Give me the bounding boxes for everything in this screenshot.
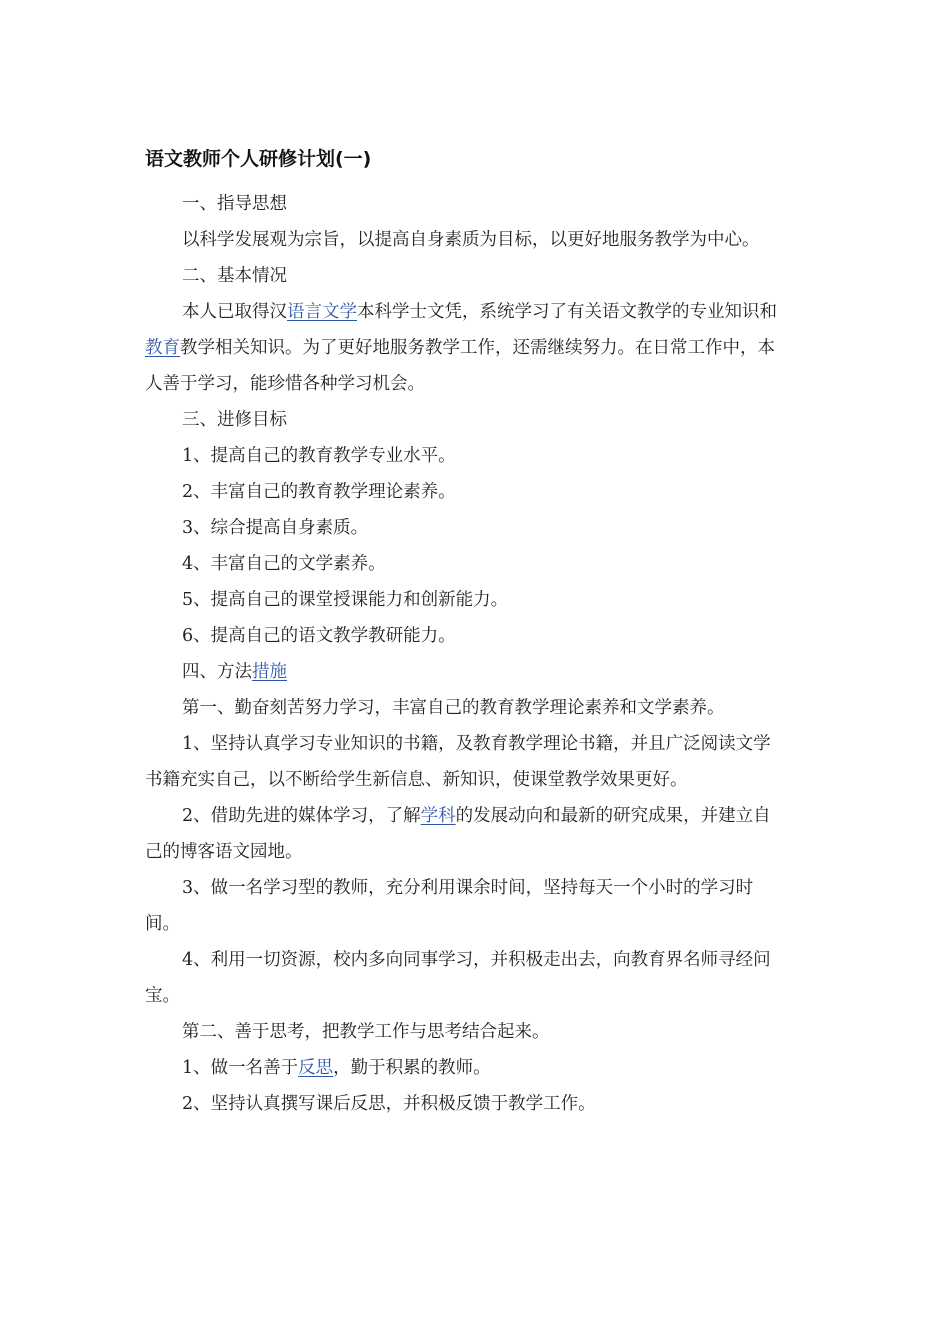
- text-segment: 本科学士文凭，系统学习了有关语文教学的专业知识和: [357, 302, 777, 322]
- goal-item: 3、综合提高自身素质。: [182, 518, 369, 538]
- paragraph-second-item-1: [145, 1050, 785, 1086]
- paragraph-second-item-2: 2、坚持认真撰写课后反思，并积极反馈于教学工作。: [182, 1094, 596, 1114]
- section-heading-methods: [145, 654, 785, 690]
- link-reflection[interactable]: 反思: [298, 1058, 334, 1078]
- text-segment: 2、借助先进的媒体学习，了解: [182, 806, 421, 826]
- text-segment: 1、做一名善于: [182, 1058, 299, 1078]
- paragraph-first-item-1: 1、坚持认真学习专业知识的书籍，及教育教学理论书籍，并且广泛阅读文学书籍充实自己，以不断给学生新信息、新知识，使课堂教学效果更好。: [145, 734, 771, 790]
- goal-item: 2、丰富自己的教育教学理论素养。: [182, 482, 456, 502]
- document-title: 语文教师个人研修计划(一): [145, 148, 372, 170]
- paragraph-first-point: 第一、勤奋刻苦努力学习，丰富自己的教育教学理论素养和文学素养。: [182, 698, 725, 718]
- paragraph-guiding-ideology: 以科学发展观为宗旨，以提高自身素质为目标，以更好地服务教学为中心。: [182, 230, 760, 250]
- text-segment: ，勤于积累的教师。: [333, 1058, 491, 1078]
- section-heading-study-goals: 三、进修目标: [182, 410, 287, 430]
- goal-item: 4、丰富自己的文学素养。: [182, 554, 386, 574]
- section-heading-basic-situation: 二、基本情况: [182, 266, 287, 286]
- goal-item: 5、提高自己的课堂授课能力和创新能力。: [182, 590, 509, 610]
- paragraph-first-item-2: [145, 798, 785, 870]
- document-body: [145, 186, 785, 1122]
- text-segment: 的发展动向和最新的研究成果，并建立自己的博客语文园地。: [145, 806, 771, 862]
- link-measures[interactable]: 措施: [252, 662, 287, 682]
- paragraph-basic-situation: [145, 294, 785, 402]
- paragraph-first-item-3: 3、做一名学习型的教师，充分利用课余时间，坚持每天一个小时的学习时间。: [145, 878, 754, 934]
- goal-item: 1、提高自己的教育教学专业水平。: [182, 446, 456, 466]
- goal-item: 6、提高自己的语文教学教研能力。: [182, 626, 456, 646]
- link-subject[interactable]: 学科: [420, 806, 456, 826]
- paragraph-second-point: 第二、善于思考，把教学工作与思考结合起来。: [182, 1022, 550, 1042]
- text-segment: 四、方法: [182, 662, 252, 682]
- paragraph-first-item-4: 4、利用一切资源，校内多向同事学习，并积极走出去，向教育界名师寻经问宝。: [145, 950, 771, 1006]
- link-language-literature[interactable]: 语言文学: [287, 302, 357, 322]
- text-segment: 本人已取得汉: [182, 302, 287, 322]
- text-segment: 教学相关知识。为了更好地服务教学工作，还需继续努力。在日常工作中，本人善于学习，能珍惜各种学习机会。: [145, 338, 775, 394]
- section-heading-guiding-ideology: 一、指导思想: [182, 194, 287, 214]
- link-education[interactable]: 教育: [145, 338, 180, 358]
